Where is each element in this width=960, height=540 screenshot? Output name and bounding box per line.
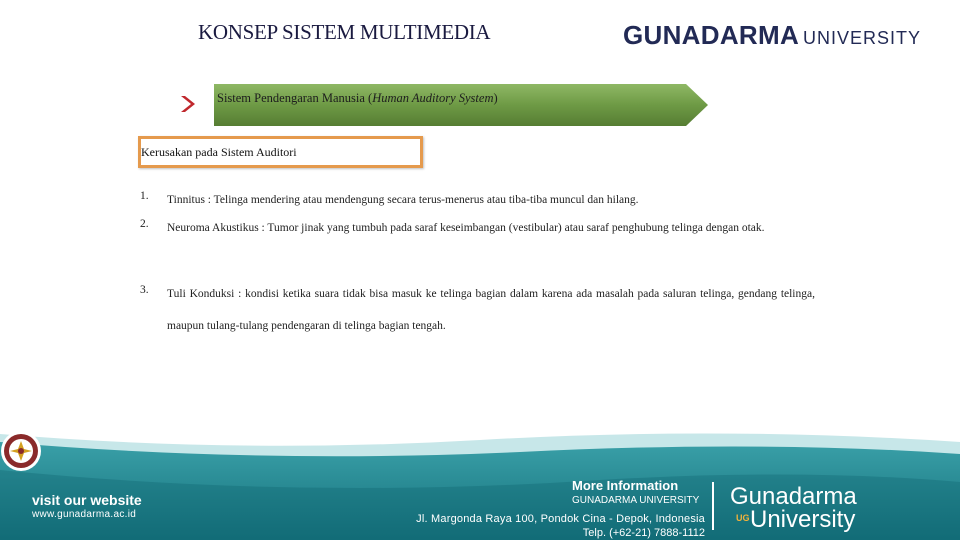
university-seal-icon <box>0 430 42 472</box>
more-info-heading: More Information <box>572 478 679 493</box>
website-link[interactable]: www.gunadarma.ac.id <box>32 509 137 520</box>
slide-title: KONSEP SISTEM MULTIMEDIA <box>198 20 491 44</box>
phone: Telp. (+62-21) 7888-1112 <box>582 527 705 539</box>
brand-sub: UNIVERSITY <box>803 28 922 48</box>
list-number: 3. <box>140 284 149 296</box>
list-item <box>140 278 815 342</box>
address: Jl. Margonda Raya 100, Pondok Cina - Depok, Indonesia <box>416 513 705 525</box>
section-header-bar <box>214 84 708 126</box>
list-text: Tuli Konduksi : kondisi ketika suara tidak bisa masuk ke telinga bagian dalam karena ada masalah pada saluran telinga, gendang telinga, maupun tulang-tulang pendengaran di telinga bagian tengah. <box>167 288 815 332</box>
footer-divider <box>712 482 714 530</box>
list-number: 2. <box>140 218 149 230</box>
subheading-box: Kerusakan pada Sistem Auditori <box>138 136 423 168</box>
university-name: GUNADARMA UNIVERSITY <box>572 495 700 506</box>
chevron-right-icon <box>178 95 196 113</box>
list-item <box>140 212 815 244</box>
footer-banner <box>0 430 960 540</box>
section-title: Sistem Pendengaran Manusia (Human Auditory System) <box>217 91 498 105</box>
visit-title: visit our website <box>32 492 142 508</box>
list-text: Tinnitus : Telinga mendering atau mendengung secara terus-menerus atau tiba-tiba muncul dan hilang. <box>167 194 639 206</box>
list-number: 1. <box>140 190 149 202</box>
brand-main: GUNADARMA <box>623 20 800 50</box>
contact-info <box>380 478 705 539</box>
list-text: Neuroma Akustikus : Tumor jinak yang tumbuh pada saraf keseimbangan (vestibular) atau saraf penghubung telinga dengan otak. <box>167 222 765 234</box>
visit-website-block <box>32 492 142 520</box>
gunadarma-university-logo: Gunadarma University UG <box>730 483 857 533</box>
gunadarma-brand-logo <box>623 20 921 51</box>
